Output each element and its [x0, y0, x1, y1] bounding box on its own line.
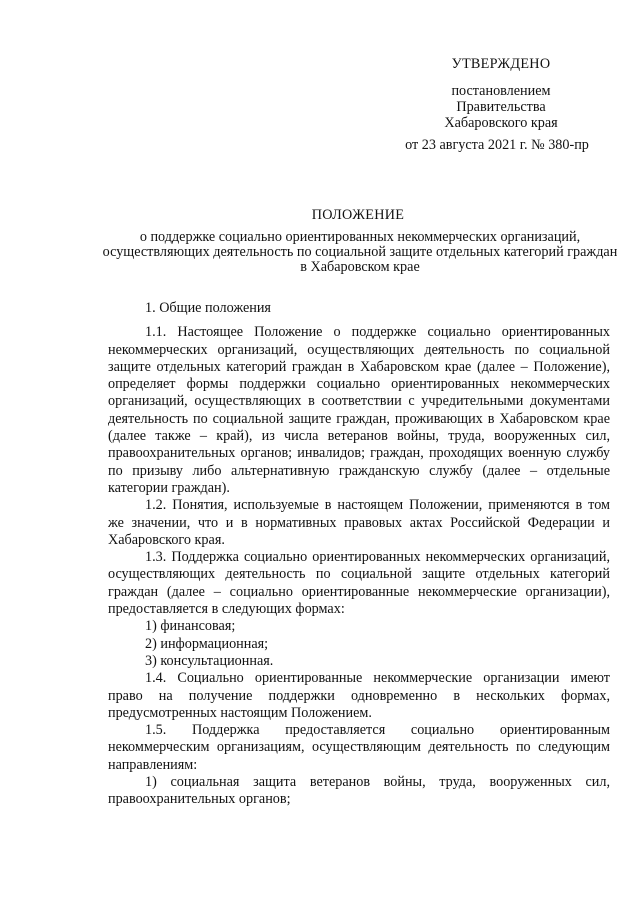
paragraph-1-2: 1.2. Понятия, используемые в настоящем Положении, применяются в том же значении, что и в нормативных правовых актах Российской Федерации и Хабаровского края.	[108, 497, 610, 548]
list-item: 2) информационная;	[145, 635, 269, 652]
list-item: 3) консультационная.	[145, 652, 274, 669]
paragraph-1-3: 1.3. Поддержка социально ориентированных некоммерческих организаций, осуществляющих деятельность по социальной защите отдельных категорий граждан (далее – социально ориентированные некоммерческие организации), предоставляется в следующих формах:	[108, 549, 610, 618]
approval-block	[396, 56, 606, 153]
section-heading: 1. Общие положения	[145, 300, 271, 316]
approval-line-2: Правительства	[456, 99, 546, 115]
approval-line-1: постановлением	[451, 83, 551, 99]
paragraph-1-4: 1.4. Социально ориентированные некоммерческие организации имеют право на получение поддержки одновременно в нескольких формах, предусмотренных настоящим Положением.	[108, 670, 610, 721]
document-title: ПОЛОЖЕНИЕ	[311, 207, 405, 223]
list-item: 1) социальная защита ветеранов войны, труда, вооруженных сил, правоохранительных органов;	[108, 774, 610, 808]
approval-date: от 23 августа 2021 г. № 380-пр	[405, 137, 589, 153]
list-item: 1) финансовая;	[145, 618, 236, 635]
approval-line-3: Хабаровского края	[444, 115, 558, 131]
document-body	[108, 300, 610, 809]
approval-heading: УТВЕРЖДЕНО	[451, 56, 551, 72]
paragraph-1-5: 1.5. Поддержка предоставляется социально ориентированным некоммерческим организациям, осуществляющим деятельность по следующим направлениям:	[108, 722, 610, 773]
paragraph-1-1: 1.1. Настоящее Положение о поддержке социально ориентированных некоммерческих организаций, осуществляющих деятельность по социальной защите отдельных категорий граждан в Хабаровском крае (далее – Положение), определяет формы поддержки социально ориентированных некоммерческих организаций, осуществляющих в соответствии с учредительными документами деятельность по социальной защите граждан, проживающих в Хабаровском крае (далее также – край), из числа ветеранов войны, труда, вооруженных сил, правоохранительных органов; инвалидов; граждан, проходящих военную службу по призыву либо альтернативную гражданскую службу (далее – отдельные категории граждан).	[108, 324, 610, 496]
document-subtitle: о поддержке социально ориентированных некоммерческих организаций, осуществляющих деятельность по социальной защите отдельных категорий граждан в Хабаровском крае	[102, 229, 618, 275]
